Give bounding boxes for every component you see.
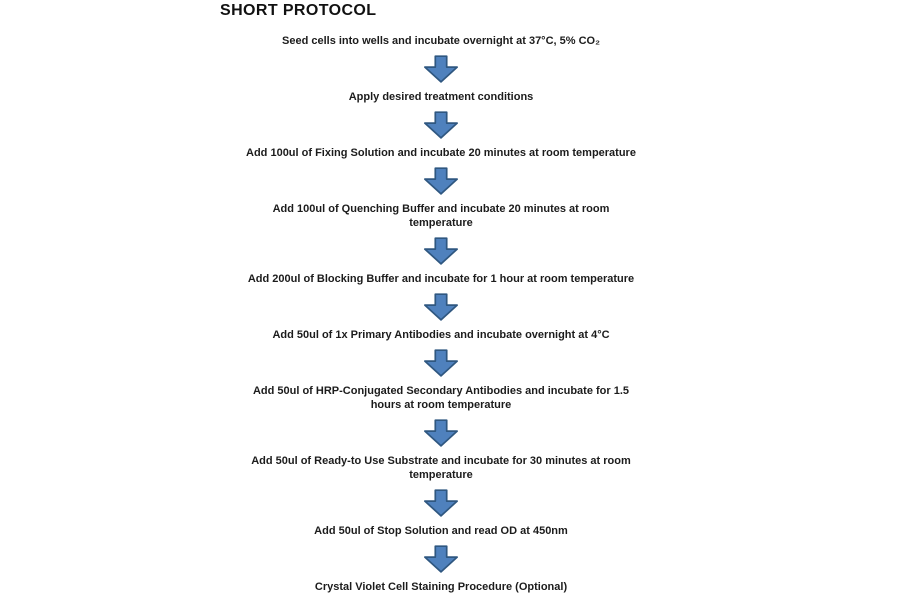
- step-text-line: Add 200ul of Blocking Buffer and incubate for 1 hour at room temperature: [247, 273, 635, 285]
- protocol-step: [282, 34, 600, 48]
- down-arrow-icon: [422, 167, 460, 195]
- step-text-line: Crystal Violet Cell Staining Procedure (Optional): [314, 581, 568, 593]
- protocol-step: [253, 384, 629, 412]
- down-arrow-icon: [422, 111, 460, 139]
- protocol-step: [314, 524, 568, 538]
- down-arrow-icon: [422, 237, 460, 265]
- step-text-line: Apply desired treatment conditions: [348, 91, 534, 103]
- protocol-step: [248, 272, 634, 286]
- protocol-step: [272, 328, 609, 342]
- step-text-line: temperature: [409, 469, 473, 481]
- protocol-step: [273, 202, 610, 230]
- down-arrow-icon: [422, 293, 460, 321]
- protocol-step: [251, 454, 631, 482]
- step-text-line: Seed cells into wells and incubate overnight at 37°C, 5% CO₂: [282, 35, 600, 47]
- step-text-line: Add 50ul of HRP-Conjugated Secondary Antibodies and incubate for 1.5: [252, 385, 630, 397]
- protocol-step: [349, 90, 534, 104]
- step-text-line: Add 50ul of 1x Primary Antibodies and incubate overnight at 4°C: [272, 329, 610, 341]
- protocol-step: [246, 146, 636, 160]
- step-text-line: Add 100ul of Fixing Solution and incubate 20 minutes at room temperature: [246, 147, 636, 159]
- down-arrow-icon: [422, 419, 460, 447]
- step-text-line: Add 50ul of Stop Solution and read OD at 450nm: [314, 525, 568, 537]
- down-arrow-icon: [422, 489, 460, 517]
- page-title: SHORT PROTOCOL: [220, 2, 377, 19]
- down-arrow-icon: [422, 545, 460, 573]
- down-arrow-icon: [422, 55, 460, 83]
- step-text-line: hours at room temperature: [370, 399, 512, 411]
- step-text-line: Add 50ul of Ready-to Use Substrate and incubate for 30 minutes at room: [251, 455, 631, 467]
- protocol-step: [315, 580, 567, 594]
- step-text-line: Add 100ul of Quenching Buffer and incubate 20 minutes at room: [272, 203, 610, 215]
- steps-column: [0, 34, 882, 594]
- down-arrow-icon: [422, 349, 460, 377]
- step-text-line: temperature: [409, 217, 473, 229]
